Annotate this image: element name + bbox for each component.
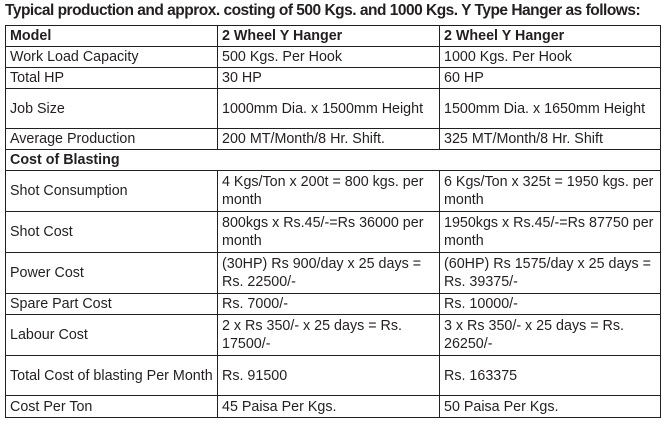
table-row (6, 89, 661, 129)
cell-1000kg: 6 Kgs/Ton x 325t = 1950 kgs. per month (440, 171, 661, 212)
row-label: Job Size (6, 89, 218, 129)
cell-500kg: 1000mm Dia. x 1500mm Height (218, 89, 440, 129)
row-label: Average Production (6, 129, 218, 150)
row-label: Labour Cost (6, 315, 218, 356)
table-header-row (6, 26, 661, 47)
page-title: Typical production and approx. costing of 500 Kgs. and 1000 Kgs. Y Type Hanger as follows: (5, 2, 641, 19)
table-row (6, 129, 661, 150)
cell-1000kg: 1000 Kgs. Per Hook (440, 47, 661, 68)
row-label: Shot Cost (6, 212, 218, 253)
cell-500kg: (30HP) Rs 900/day x 25 days = Rs. 22500/- (218, 253, 440, 294)
row-label: Total Cost of blasting Per Month (6, 356, 218, 396)
row-label: Work Load Capacity (6, 47, 218, 68)
row-label: Cost Per Ton (6, 396, 218, 418)
row-label: Power Cost (6, 253, 218, 294)
cell-1000kg: 50 Paisa Per Kgs. (440, 396, 661, 418)
cell-500kg: 45 Paisa Per Kgs. (218, 396, 440, 418)
cell-1000kg: 325 MT/Month/8 Hr. Shift (440, 129, 661, 150)
cell-500kg: 800kgs x Rs.45/-=Rs 36000 per month (218, 212, 440, 253)
cell-1000kg: 60 HP (440, 68, 661, 89)
row-label: Spare Part Cost (6, 294, 218, 315)
cell-500kg: Rs. 91500 (218, 356, 440, 396)
row-label: Shot Consumption (6, 171, 218, 212)
header-cell-500kg: 2 Wheel Y Hanger (218, 26, 440, 47)
cell-500kg: 30 HP (218, 68, 440, 89)
cell-500kg: Rs. 7000/- (218, 294, 440, 315)
table-row (6, 294, 661, 315)
table-row (6, 315, 661, 356)
cell-1000kg: 1500mm Dia. x 1650mm Height (440, 89, 661, 129)
table-row (6, 356, 661, 396)
table-row (6, 396, 661, 418)
cell-1000kg: Rs. 163375 (440, 356, 661, 396)
table-row (6, 47, 661, 68)
section-title: Cost of Blasting (6, 150, 661, 171)
cell-1000kg: 1950kgs x Rs.45/-=Rs 87750 per month (440, 212, 661, 253)
cell-500kg: 2 x Rs 350/- x 25 days = Rs. 17500/- (218, 315, 440, 356)
header-cell-1000kg: 2 Wheel Y Hanger (440, 26, 661, 47)
section-title-row (6, 150, 661, 171)
cell-1000kg: (60HP) Rs 1575/day x 25 days = Rs. 39375/- (440, 253, 661, 294)
cell-500kg: 500 Kgs. Per Hook (218, 47, 440, 68)
table-row (6, 171, 661, 212)
cell-500kg: 200 MT/Month/8 Hr. Shift. (218, 129, 440, 150)
cell-1000kg: Rs. 10000/- (440, 294, 661, 315)
header-cell-model: Model (6, 26, 218, 47)
table-row (6, 253, 661, 294)
costing-table (5, 25, 661, 418)
cell-500kg: 4 Kgs/Ton x 200t = 800 kgs. per month (218, 171, 440, 212)
row-label: Total HP (6, 68, 218, 89)
table-row (6, 68, 661, 89)
table-row (6, 212, 661, 253)
cell-1000kg: 3 x Rs 350/- x 25 days = Rs. 26250/- (440, 315, 661, 356)
